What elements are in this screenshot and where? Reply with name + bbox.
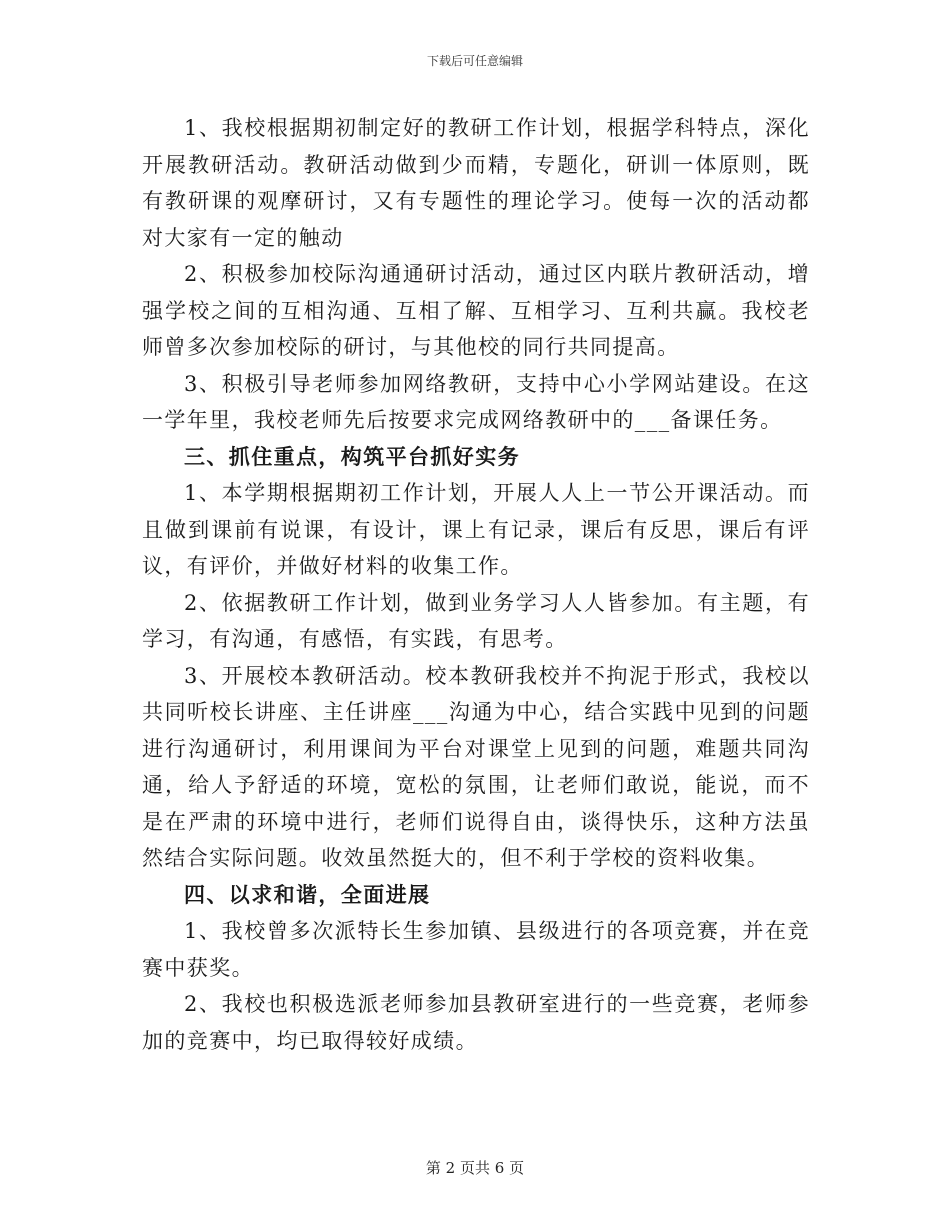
section-heading-4: 四、以求和谐，全面进展 (184, 881, 431, 907)
paragraph-7: 1、我校曾多次派特长生参加镇、县级进行的各项竞赛，并在竞赛中获奖。 (142, 919, 810, 980)
paragraph-4: 1、本学期根据期初工作计划，开展人人上一节公开课活动。而且做到课前有说课，有设计，课上有记录，课后有反思，课后有评议，有评价，并做好材料的收集工作。 (142, 481, 810, 578)
document-body (142, 110, 810, 1059)
paragraph-5: 2、依据教研工作计划，做到业务学习人人皆参加。有主题，有学习，有沟通，有感悟，有实践，有思考。 (142, 590, 810, 651)
paragraph-8: 2、我校也积极选派老师参加县教研室进行的一些竞赛，老师参加的竞赛中，均已取得较好成绩。 (142, 992, 810, 1053)
paragraph-2: 2、积极参加校际沟通通研讨活动，通过区内联片教研活动，增强学校之间的互相沟通、互相了解、互相学习、互利共赢。我校老师曾多次参加校际的研讨，与其他校的同行共同提高。 (142, 262, 810, 359)
page-header: 下载后可任意编辑 (426, 54, 523, 68)
section-heading-3: 三、抓住重点，构筑平台抓好实务 (184, 443, 520, 469)
paragraph-6: 3、开展校本教研活动。校本教研我校并不拘泥于形式，我校以共同听校长讲座、主任讲座___沟通为中心，结合实践中见到的问题进行沟通研讨，利用课间为平台对课堂上见到的问题，难题共同沟通，给人予舒适的环境，宽松的氛围，让老师们敢说，能说，而不是在严肃的环境中进行，老师们说得自由，谈得快乐，这种方法虽然结合实际问题。收效虽然挺大的，但不利于学校的资料收集。 (142, 663, 810, 870)
paragraph-1: 1、我校根据期初制定好的教研工作计划，根据学科特点，深化开展教研活动。教研活动做到少而精，专题化，研训一体原则，既有教研课的观摩研讨，又有专题性的理论学习。使每一次的活动都对大家有一定的触动 (142, 116, 810, 250)
page-footer: 第 2 页共 6 页 (425, 1159, 525, 1177)
paragraph-3: 3、积极引导老师参加网络教研，支持中心小学网站建设。在这一学年里，我校老师先后按要求完成网络教研中的___备课任务。 (142, 371, 810, 432)
